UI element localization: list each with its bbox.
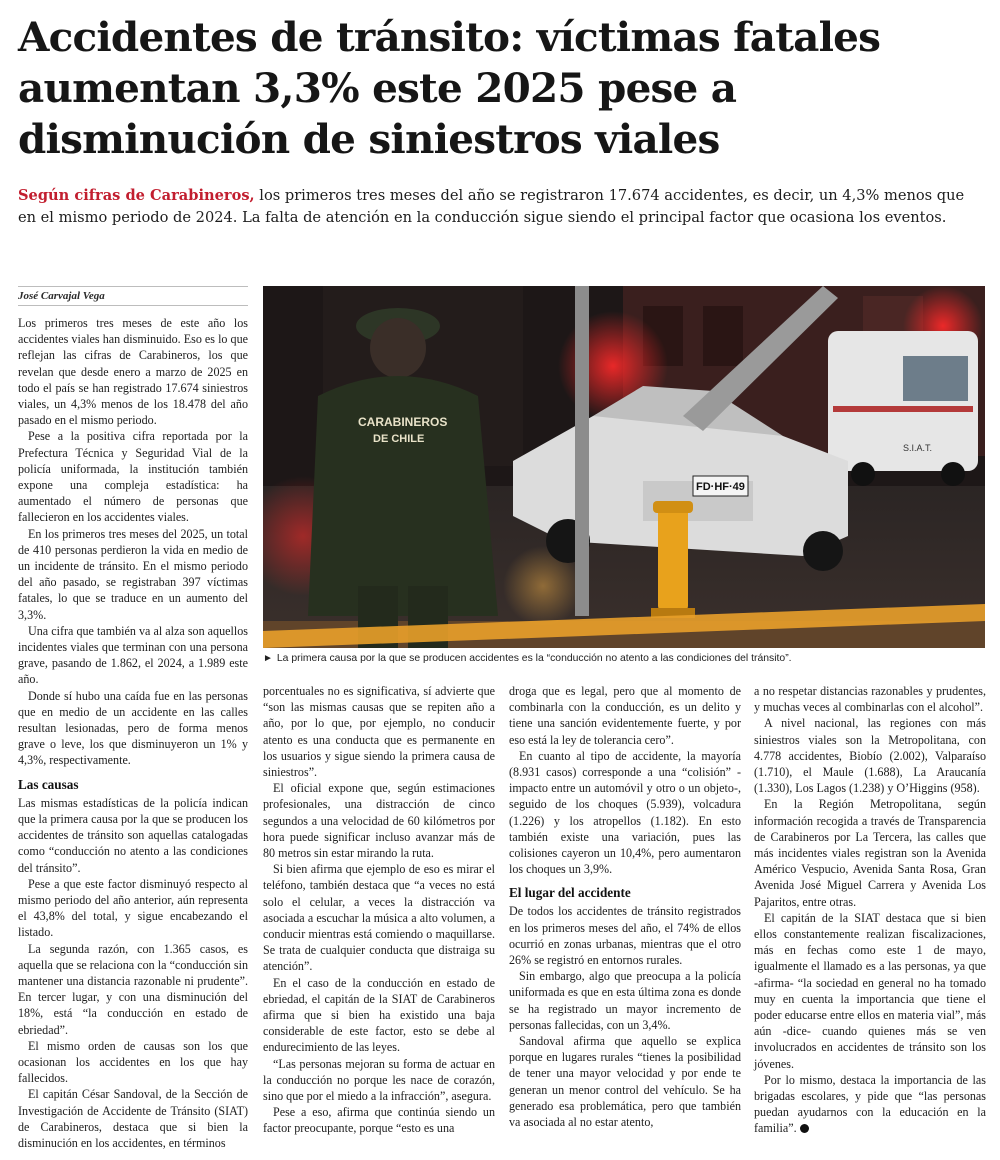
paragraph: A nivel nacional, las regiones con más siniestros viales son la Metropolitana, con 4.778 accidentes, Biobío (2.002), Valparaíso (1.710), el Maule (1.688), La Araucanía (1.330), Los Lagos (1.238) y O’Higgins (958). bbox=[754, 716, 986, 796]
paragraph: En el caso de la conducción en estado de ebriedad, el capitán de la SIAT de Carabineros afirma que si bien ha existido una baja considerable de este factor, esto se debe al endurecimiento de las leyes. bbox=[263, 975, 495, 1055]
accident-scene-illustration bbox=[263, 286, 985, 648]
paragraph: En los primeros tres meses del 2025, un total de 410 personas perdieron la vida en medio de un incidente de tránsito. En el mismo periodo del año pasado, se registraban 397 víctimas fatales, lo que se traduce en un aumento del 3,3%. bbox=[18, 526, 248, 622]
paragraph: Los primeros tres meses de este año los accidentes viales han disminuido. Eso es lo que reflejan las cifras de Carabineros, los que revelan que desde enero a marzo de 2025 en todo el país se han registrado 17.674 siniestros viales, un 4,3% menos de los 18.478 del año pasado en el mismo periodo. bbox=[18, 316, 248, 428]
paragraph: Si bien afirma que ejemplo de eso es mirar el teléfono, también destaca que “a veces no está solo el celular, a veces la distracción va asociada a escuchar la música a alto volumen, a conducir mientras está comiendo o maquillarse. Se trata de cualquier conducta que distraiga su atención”. bbox=[263, 862, 495, 974]
paragraph: Una cifra que también va al alza son aquellos incidentes viales que terminan con una persona grave, pasando de 1.862, el 2024, a 1.989 este año. bbox=[18, 623, 248, 687]
vest-text-2: DE CHILE bbox=[373, 433, 425, 445]
lead-text: los primeros tres meses del año se registraron 17.674 accidentes, es decir, un 4,3% menos que en el mismo periodo de 2024. La falta de atención en la conducción sigue siendo el principal factor que ocasiona los eventos. bbox=[18, 187, 965, 226]
paragraph: En cuanto al tipo de accidente, la mayoría (8.931 casos) corresponde a una “colisión” -impacto entre un automóvil y otro o un objeto-, seguido de los choques (5.939), volcadura (1.226) y los atropellos (1.182). En esto también existe una variación, pues las colisiones cayeron un 10,4%, pero aumentaron los choques un 3,9%. bbox=[509, 748, 741, 877]
paragraph-final bbox=[754, 1072, 986, 1137]
paragraph: Pese a la positiva cifra reportada por la Prefectura Técnica y Seguridad Vial de la policía uniformada, la institución también expone una compleja estadística: ha aumentado el número de personas que fallecieron en los accidentes viales. bbox=[18, 429, 248, 525]
paragraph: Sin embargo, algo que preocupa a la policía uniformada es que en esta última zona es donde se ha registrado un mayor incremento de personas fallecidas, con un 3,4%. bbox=[509, 969, 741, 1032]
column-2 bbox=[263, 683, 495, 1137]
caption-text: La primera causa por la que se producen accidentes es la “conducción no atento a las condiciones del tránsito”. bbox=[276, 653, 792, 664]
column-3 bbox=[509, 683, 741, 1130]
paragraph: El mismo orden de causas son los que ocasionan los accidentes en los que hay fallecidos. bbox=[18, 1038, 248, 1086]
vest-text-1: CARABINEROS bbox=[358, 415, 448, 429]
paragraph: Las mismas estadísticas de la policía indican que la primera causa por la que se producen los accidentes de tránsito son aquellas catalogadas como “conducción no atento a las condiciones del tránsito”. bbox=[18, 795, 248, 875]
paragraph: De todos los accidentes de tránsito registrados en los primeros meses del año, el 74% de ellos ocurrió en zonas urbanas, mientras que el otro 26% se registró en entornos rurales. bbox=[509, 904, 741, 968]
paragraph: Donde sí hubo una caída fue en las personas que en medio de un accidente en las calles resultan lesionadas, pero de forma menos grave o leve, los que disminuyeron un 1% y 4,3%, respectivamente. bbox=[18, 688, 248, 768]
paragraph: La segunda razón, con 1.365 casos, es aquella que se relaciona con la “conducción sin mantener una distancia razonable ni prudente”. En tercer lugar, y con una disminución del 18%, está “la conducción en estado de ebriedad”. bbox=[18, 941, 248, 1037]
column-4 bbox=[754, 683, 986, 1137]
final-text: Por lo mismo, destaca la importancia de las brigadas escolares, y pide que “las personas puedan ayudarnos con la educación en la familia”. bbox=[754, 1072, 986, 1136]
section-heading-lugar: El lugar del accidente bbox=[509, 885, 631, 901]
paragraph: El oficial expone que, según estimaciones profesionales, una distracción de cinco segundos a una velocidad de 60 kilómetros por hora puede significar incluso avanzar más de 80 metros sin estar mirando la ruta. bbox=[263, 781, 495, 861]
headline: Accidentes de tránsito: víctimas fatales aumentan 3,3% este 2025 pese a disminución de siniestros viales bbox=[18, 13, 881, 163]
lead-paragraph bbox=[18, 185, 983, 229]
paragraph: porcentuales no es significativa, sí advierte que “son las mismas causas que se repiten año a año, por lo que, por ejemplo, no conducir atento es una conducta que es permanente en los usuarios y sigue siendo la primera causa de siniestros”. bbox=[263, 684, 495, 780]
paragraph: “Las personas mejoran su forma de actuar en la conducción no porque les nace de corazón, sino que por el miedo a la infracción”, asegura. bbox=[263, 1056, 495, 1104]
paragraph: Sandoval afirma que aquello se explica porque en lugares rurales “tienes la posibilidad de tener una mayor velocidad y por ende te generan un menor control del vehículo. Se ha generado esa problemática, pero que también va asociada al no estar atento, bbox=[509, 1034, 741, 1130]
paragraph: Pese a que este factor disminuyó respecto al mismo periodo del año anterior, aún representa el 43,8% del total, y sigue encabezando el listado. bbox=[18, 876, 248, 940]
van-label: S.I.A.T. bbox=[903, 443, 933, 453]
paragraph: El capitán de la SIAT destaca que si bien ellos constantemente realizan fiscalizaciones, más en fechas como este 1 de mayo, igualmente el llamado es a las personas, ya que -afirma- “la sociedad en general no ha tomado muy en cuenta la importancia que tiene el poder educarse entre ellos en materia vial”, más aún -dice- cuando quienes más se ven involucrados en accidentes de tránsito son los jóvenes. bbox=[754, 910, 986, 1071]
lead-highlight: Según cifras de Carabineros, bbox=[18, 187, 255, 204]
end-mark-icon bbox=[800, 1124, 809, 1133]
accident-photo bbox=[263, 286, 985, 648]
byline: José Carvajal Vega bbox=[18, 286, 248, 306]
license-plate: FD·HF·49 bbox=[696, 481, 745, 493]
paragraph: El capitán César Sandoval, de la Sección de Investigación de Accidente de Tránsito (SIAT) de Carabineros, destaca que si bien la disminución en los accidentes, en términos bbox=[18, 1087, 248, 1150]
section-heading-causas: Las causas bbox=[18, 776, 79, 792]
paragraph: Pese a eso, afirma que continúa siendo un factor preocupante, porque “esto es una bbox=[263, 1105, 495, 1136]
paragraph: a no respetar distancias razonables y prudentes, y muchas veces al combinarlas con el alcohol”. bbox=[754, 684, 986, 715]
caption-marker-icon: ► bbox=[263, 653, 273, 664]
paragraph: En la Región Metropolitana, según información recogida a través de Transparencia de Carabineros por La Tercera, las calles que más incidentes viales registran son la Avenida Américo Vespucio, Avenida Santa Rosa, Gran Avenida José Miguel Carrera y Avenida Los Pajaritos, entre otras. bbox=[754, 797, 986, 909]
photo-caption bbox=[263, 652, 985, 666]
column-1 bbox=[18, 315, 248, 1151]
paragraph: droga que es legal, pero que al momento de combinarla con la conducción, es un delito y tiene una sanción evidentemente fuerte, y por eso está la ley de tolerancia cero”. bbox=[509, 684, 741, 747]
